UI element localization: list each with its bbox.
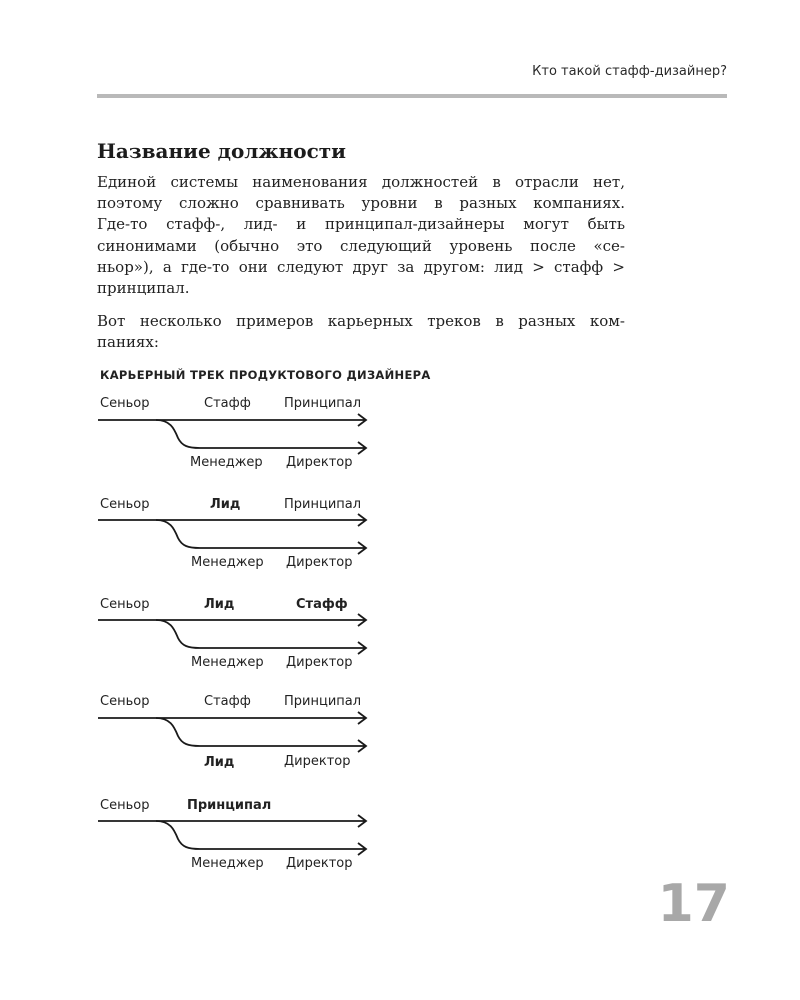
track-label-upper-end: Принципал xyxy=(284,497,362,512)
track-label-upper-mid: Стафф xyxy=(204,396,251,411)
upper-path-arrow xyxy=(98,815,366,827)
lower-branch-arrow xyxy=(156,520,366,554)
paragraph-line: Единой системы наименования должностей в отрасли нет, xyxy=(97,173,625,191)
track-label-upper-end: Принципал xyxy=(284,694,362,709)
track-label-start: Сеньор xyxy=(100,497,150,512)
track-label-upper-mid: Лид xyxy=(210,497,241,512)
section-title: Название должности xyxy=(97,139,346,163)
upper-path-arrow xyxy=(98,514,366,526)
paragraph-line: ньор»), а где-то они следуют друг за другом: лид > стафф > xyxy=(97,257,625,276)
track-label-lower-mid: Менеджер xyxy=(191,655,264,670)
track-label-lower-end: Директор xyxy=(286,856,353,871)
upper-path-arrow xyxy=(98,414,366,426)
track-label-lower-mid: Менеджер xyxy=(191,856,264,871)
diagram-caption: КАРЬЕРНЫЙ ТРЕК ПРОДУКТОВОГО ДИЗАЙНЕРА xyxy=(100,368,431,382)
track-label-upper-end: Принципал xyxy=(284,396,362,411)
career-track-4 xyxy=(96,693,376,777)
track-label-start: Сеньор xyxy=(100,798,150,813)
career-track-2 xyxy=(96,496,376,580)
upper-path-arrow xyxy=(98,712,366,724)
upper-path-arrow xyxy=(98,614,366,626)
header-rule xyxy=(97,94,727,98)
track-label-lower-mid: Менеджер xyxy=(191,555,264,570)
paragraph-line: Где-то стафф-, лид- и принципал-дизайнеры могут быть xyxy=(97,215,625,234)
track-label-start: Сеньор xyxy=(100,597,150,612)
track-label-upper-mid: Стафф xyxy=(204,694,251,709)
track-label-lower-mid: Лид xyxy=(204,755,235,770)
track-label-upper-mid: Лид xyxy=(204,597,235,612)
track-label-lower-mid: Менеджер xyxy=(190,455,263,470)
lower-branch-arrow xyxy=(156,821,366,855)
career-track-1 xyxy=(96,394,376,478)
paragraph-line: паниях: xyxy=(97,333,159,352)
paragraph-line: синонимами (обычно это следующий уровень после «се- xyxy=(97,236,625,255)
track-label-start: Сеньор xyxy=(100,694,150,709)
track-label-lower-end: Директор xyxy=(286,655,353,670)
page-number: 17 xyxy=(657,874,730,934)
lower-branch-arrow xyxy=(156,620,366,654)
track-label-lower-end: Директор xyxy=(284,754,351,769)
career-track-3 xyxy=(96,596,376,680)
track-label-lower-end: Директор xyxy=(286,455,353,470)
body-paragraph-1 xyxy=(97,172,625,299)
lower-branch-arrow xyxy=(156,420,366,454)
track-label-upper-end: Стафф xyxy=(296,597,348,612)
paragraph-line: принципал. xyxy=(97,279,190,298)
body-paragraph-2 xyxy=(97,311,625,353)
running-head: Кто такой стафф-дизайнер? xyxy=(532,64,727,79)
lower-branch-arrow xyxy=(156,718,366,752)
paragraph-line: Вот несколько примеров карьерных треков в разных ком- xyxy=(97,312,625,330)
paragraph-line: поэтому сложно сравнивать уровни в разных компаниях. xyxy=(97,194,625,213)
track-label-lower-end: Директор xyxy=(286,555,353,570)
track-label-upper-mid: Принципал xyxy=(187,798,272,813)
track-label-start: Сеньор xyxy=(100,396,150,411)
career-track-5 xyxy=(96,797,376,881)
